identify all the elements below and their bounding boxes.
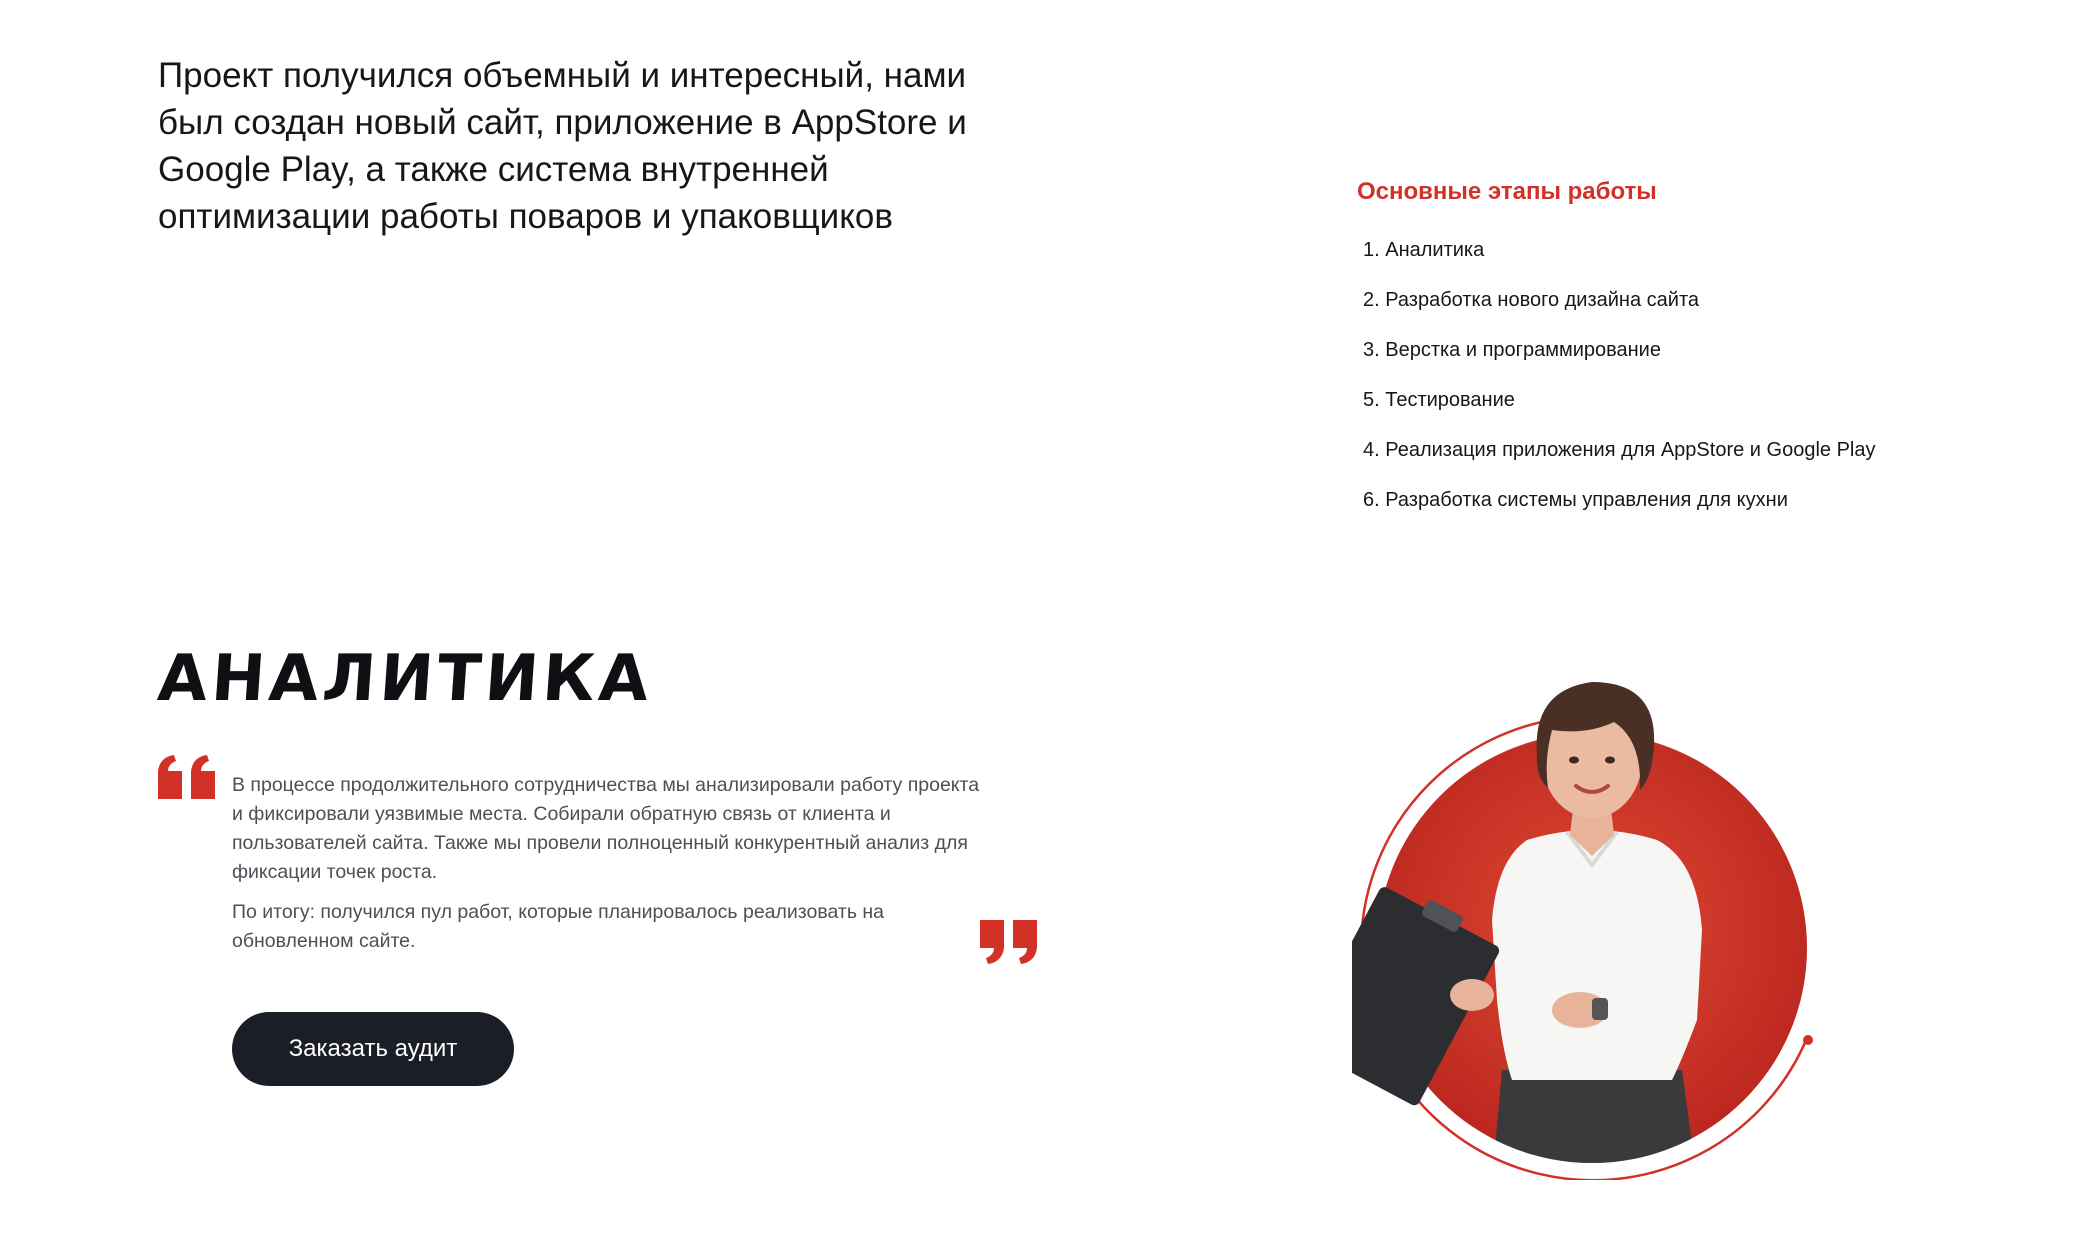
stage-item: 1. Аналитика xyxy=(1363,239,1485,261)
quote-open-icon xyxy=(158,755,218,804)
quote-block xyxy=(232,771,992,967)
stage-item: 4. Реализация приложения для AppStore и Google Play xyxy=(1363,439,1876,461)
quote-paragraph: По итогу: получился пул работ, которые планировалось реализовать на обновленном сайте. xyxy=(232,901,885,952)
order-audit-button[interactable]: Заказать аудит xyxy=(232,1012,514,1086)
stages-list xyxy=(1357,236,2037,536)
section-title: АНАЛИТИКА xyxy=(155,642,655,716)
quote-paragraph: В процессе продолжительного сотрудничества мы анализировали работу проекта и фиксировали уязвимые места. Собирали обратную связь от клиента и пользователей сайта. Также мы провели полноценный конкурентный анализ для фиксации точек роста. xyxy=(232,774,980,883)
stage-item: 3. Верстка и программирование xyxy=(1363,339,1661,361)
stage-item: 5. Тестирование xyxy=(1363,389,1515,411)
work-stages xyxy=(1357,176,2037,536)
stages-title: Основные этапы работы xyxy=(1357,178,1657,205)
stage-item: 6. Разработка системы управления для кухни xyxy=(1363,489,1788,511)
intro-text: Проект получился объемный и интересный, нами был создан новый сайт, приложение в AppStore и Google Play, а также система внутренней оптимизации работы поваров и упаковщиков xyxy=(158,56,967,236)
stage-item: 2. Разработка нового дизайна сайта xyxy=(1363,289,1700,311)
specialist-illustration xyxy=(1352,660,1832,1180)
quote-close-icon xyxy=(980,920,1040,969)
